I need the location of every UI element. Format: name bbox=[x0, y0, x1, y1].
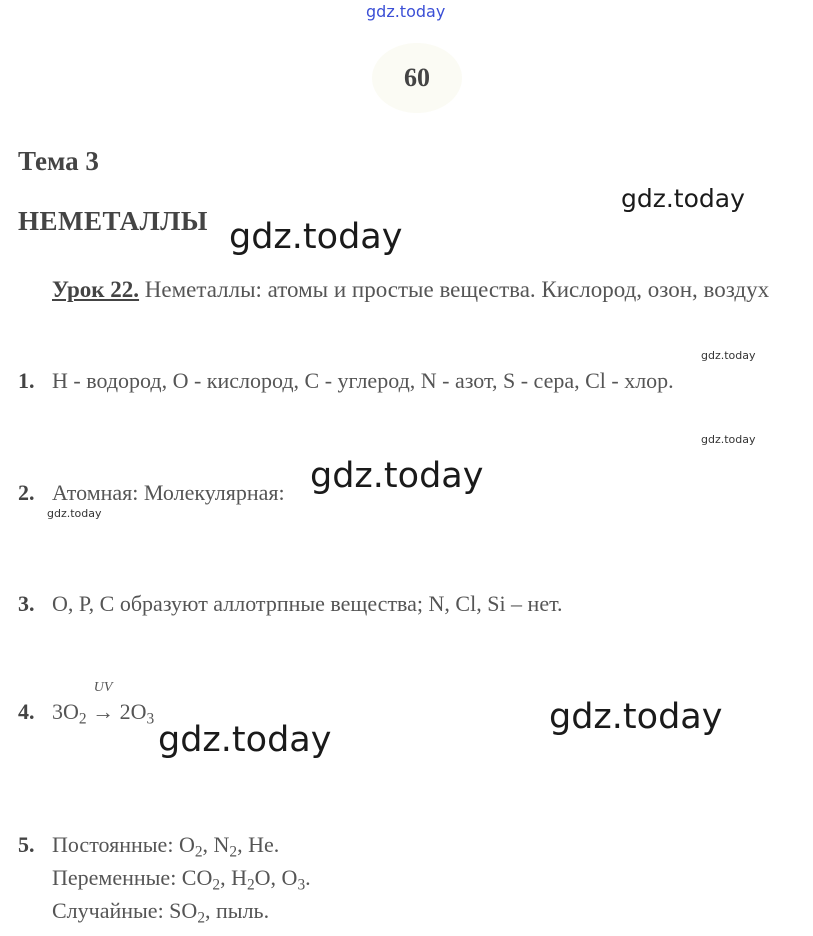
answer-1-number: 1. bbox=[18, 368, 35, 393]
lesson-title: Неметаллы: атомы и простые вещества. Кислород, озон, воздух bbox=[144, 277, 770, 302]
answer-3 bbox=[18, 591, 563, 617]
section-title: НЕМЕТАЛЛЫ bbox=[18, 206, 208, 236]
answer-5-number: 5. bbox=[18, 832, 35, 857]
watermark-1: gdz.today bbox=[621, 184, 745, 213]
watermark-3: gdz.today bbox=[701, 349, 756, 362]
page-number: 60 bbox=[372, 43, 462, 113]
watermark-7: gdz.today bbox=[549, 697, 723, 737]
answer-2-number: 2. bbox=[18, 480, 35, 505]
topic-title: Тема 3 bbox=[18, 146, 99, 176]
answer-1-text: H - водород, O - кислород, C - углерод, N - азот, S - сера, Cl - хлор. bbox=[52, 368, 674, 393]
reaction-equation: $3O_2$ UV → $2O_3$ bbox=[52, 680, 155, 728]
watermark-top: gdz.today bbox=[366, 2, 446, 21]
answer-5-line-2: Переменные: $CO_2$, $H_2O$, $O_3$. bbox=[52, 865, 311, 894]
watermark-4: gdz.today bbox=[701, 433, 756, 446]
watermark-5: gdz.today bbox=[310, 456, 484, 496]
answer-3-number: 3. bbox=[18, 591, 35, 616]
answer-5-line-3: Случайные: $SO_2$, пыль. bbox=[52, 898, 270, 927]
reaction-condition: UV bbox=[93, 680, 113, 695]
lesson-heading bbox=[52, 273, 812, 307]
answer-3-text: O, P, C образуют аллотрпные вещества; N, Cl, Si – нет. bbox=[52, 591, 563, 616]
answer-2-text: Атомная: Молекулярная: bbox=[52, 480, 285, 505]
reaction-arrow: UV → bbox=[92, 680, 115, 724]
answer-5-line-1: 5. Постоянные: $O_2$, $N_2$, He. bbox=[18, 828, 311, 861]
answer-4-number: 4. bbox=[18, 699, 35, 724]
watermark-8: gdz.today bbox=[158, 720, 332, 760]
answer-2 bbox=[18, 480, 285, 506]
watermark-2: gdz.today bbox=[229, 217, 403, 257]
answer-5 bbox=[18, 828, 311, 927]
watermark-6: gdz.today bbox=[47, 507, 102, 520]
answer-1 bbox=[18, 368, 674, 394]
answer-4 bbox=[18, 680, 155, 728]
lesson-number: Урок 22. bbox=[52, 277, 140, 302]
